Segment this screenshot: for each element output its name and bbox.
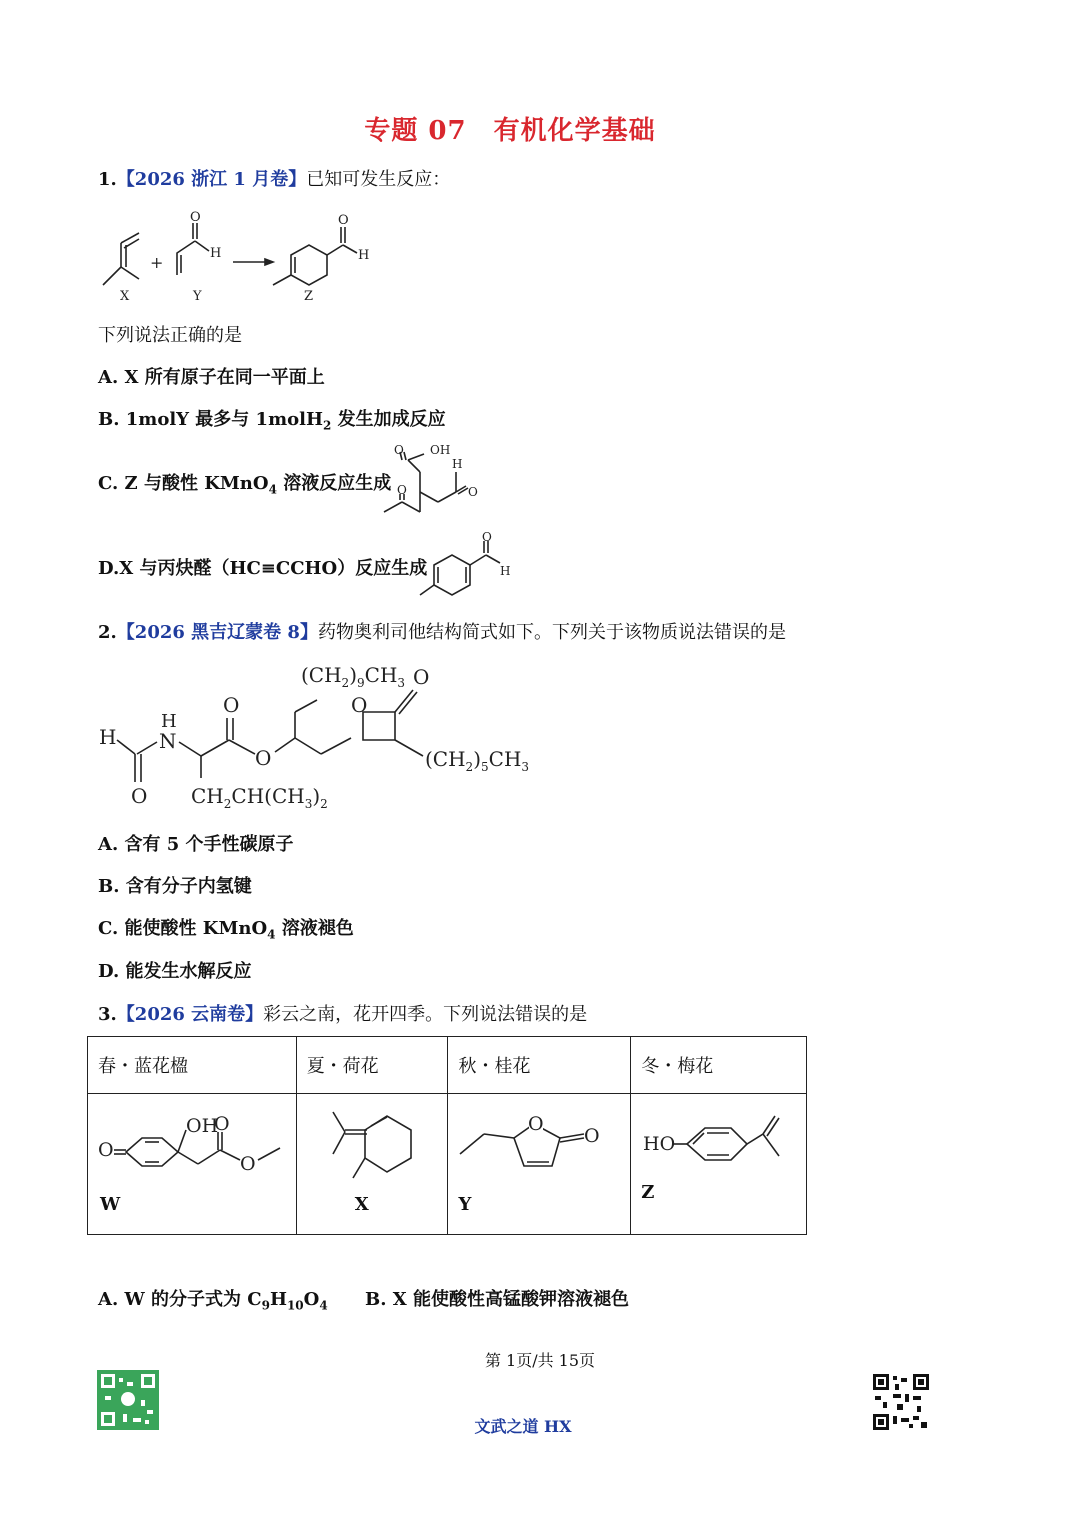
label-h: H — [210, 246, 222, 261]
molecule-y — [177, 210, 221, 304]
label-o: O — [131, 784, 148, 808]
label-h: H — [99, 725, 117, 749]
label-n: N — [159, 729, 177, 753]
structure-cell-z — [631, 1094, 807, 1235]
table-header: 冬・梅花 — [631, 1037, 807, 1094]
label-o: O — [98, 1139, 114, 1161]
question-source: 【2026 云南卷】 — [116, 1004, 264, 1025]
plus-sign: + — [150, 253, 164, 272]
label-z: Z — [304, 289, 314, 304]
label-y: Y — [193, 289, 202, 304]
structure-label-y: Y — [458, 1194, 472, 1215]
structure-label-w: W — [100, 1194, 121, 1215]
option-c-structure — [380, 440, 490, 530]
option-b — [98, 408, 446, 438]
option-d-structure — [420, 530, 520, 605]
molecule-y — [456, 1108, 626, 1188]
question-source: 【2026 浙江 1 月卷】 — [116, 169, 307, 190]
reaction-scheme — [95, 205, 395, 305]
label-h: H — [358, 248, 370, 263]
chain-isobutyl: $CH_2CH(CH_3)_2$ — [191, 784, 328, 811]
option-b: B. 含有分子内氢键 — [98, 876, 252, 897]
label-o: O — [528, 1113, 545, 1135]
label-o: O — [190, 210, 201, 225]
label-h: H — [161, 711, 177, 732]
label-x: X — [120, 289, 130, 304]
option-c — [98, 472, 391, 502]
label-o: O — [214, 1113, 230, 1135]
table-header: 秋・桂花 — [448, 1037, 631, 1094]
label-ho: HO — [643, 1133, 676, 1155]
question-1-stem — [98, 168, 450, 192]
subscript: 4 — [319, 1298, 328, 1313]
page-number: 第 1页/共 15页 — [484, 1351, 596, 1370]
label-o: O — [255, 746, 272, 770]
label-oh: OH — [430, 443, 451, 457]
question-source: 【2026 黑吉辽蒙卷 8】 — [116, 622, 318, 643]
subscript: 9 — [261, 1298, 270, 1313]
molecule-w — [96, 1108, 291, 1188]
label-o: O — [482, 530, 492, 544]
label-o: O — [240, 1153, 256, 1175]
option-a: A. X 所有原子在同一平面上 — [98, 367, 325, 388]
molecule-z — [639, 1108, 809, 1178]
option-text: 溶液褪色 — [275, 918, 354, 939]
chain-c5: $(CH_2)_5CH_3$ — [425, 747, 530, 774]
label-o: O — [584, 1125, 601, 1147]
question-number: 3. — [98, 1004, 117, 1025]
label-o: O — [468, 485, 478, 499]
question-number: 1. — [98, 169, 117, 190]
subscript: 10 — [286, 1298, 304, 1313]
option-text: H — [269, 1289, 287, 1310]
molecule-x — [305, 1102, 445, 1192]
option-a: A. 含有 5 个手性碳原子 — [98, 834, 294, 855]
chain-c9: $(CH_2)_9CH_3$ — [301, 663, 406, 690]
subscript: 2 — [322, 418, 332, 433]
subscript: 4 — [267, 927, 276, 942]
question-text: 已知可发生反应： — [306, 169, 451, 190]
label-o: O — [394, 443, 404, 457]
structure-label-z: Z — [641, 1182, 655, 1203]
option-d: D. 能发生水解反应 — [98, 961, 252, 982]
label-o: O — [223, 693, 240, 717]
qr-code-left — [97, 1370, 159, 1430]
option-text: C. 能使酸性 KMnO — [98, 918, 268, 939]
flower-table — [87, 1036, 807, 1235]
option-text: 发生加成反应 — [331, 409, 446, 430]
label-h: H — [500, 564, 511, 578]
question-3-stem — [98, 1003, 587, 1027]
option-a — [98, 1288, 328, 1318]
brand-text: 文武之道 HX — [474, 1417, 572, 1436]
subscript: 4 — [268, 482, 277, 497]
page-title: 专题 07 有机化学基础 — [364, 116, 656, 146]
question-number: 2. — [98, 622, 117, 643]
table-header: 夏・荷花 — [296, 1037, 448, 1094]
option-text: B. 1molY 最多与 1molH — [98, 409, 323, 430]
option-text: A. W 的分子式为 C — [98, 1289, 262, 1310]
structure-cell-w — [88, 1094, 297, 1235]
table-header: 春・蓝花楹 — [88, 1037, 297, 1094]
label-o: O — [338, 213, 349, 228]
option-text: 溶液反应生成 — [276, 473, 392, 494]
structure-cell-x — [296, 1094, 448, 1235]
label-o: O — [397, 483, 407, 497]
option-text: C. Z 与酸性 KMnO — [98, 473, 269, 494]
label-oh: OH — [186, 1115, 219, 1137]
option-b: B. X 能使酸性高锰酸钾溶液褪色 — [365, 1289, 629, 1310]
molecule-x — [103, 233, 139, 304]
molecule-z — [273, 213, 369, 304]
structure-cell-y — [448, 1094, 631, 1235]
structure-label-x: X — [354, 1194, 369, 1215]
label-h: H — [452, 457, 463, 471]
option-c — [98, 917, 354, 947]
qr-code-right — [873, 1374, 929, 1430]
option-text: O — [303, 1289, 320, 1310]
label-o: O — [351, 693, 368, 717]
question-2-stem — [98, 621, 786, 645]
question-text: 彩云之南，花开四季。下列说法错误的是 — [263, 1004, 588, 1025]
orlistat-structure — [95, 660, 535, 820]
question-text: 药物奥利司他结构简式如下。下列关于该物质说法错误的是 — [317, 622, 786, 643]
question-1-prompt: 下列说法正确的是 — [98, 325, 242, 346]
option-d: D.X 与丙炔醛（HC≡CCHO）反应生成 — [98, 558, 428, 579]
label-o: O — [413, 665, 430, 689]
